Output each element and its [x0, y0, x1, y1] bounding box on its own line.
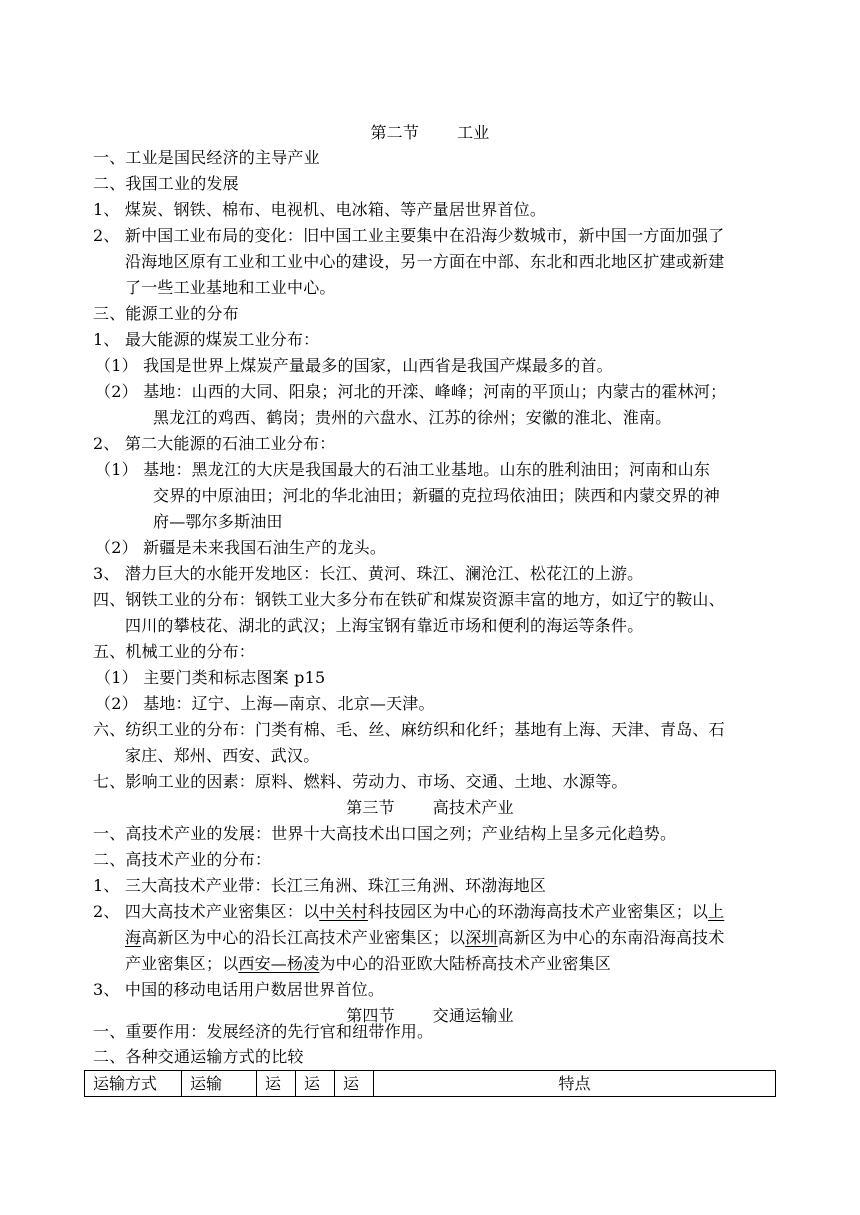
table-header-cell: 运 [257, 1071, 296, 1097]
underlined-place: 西安—杨凌 [238, 954, 320, 973]
text-line: 二、我国工业的发展 [93, 174, 239, 193]
text-line: 四、钢铁工业的分布：钢铁工业大多分布在铁矿和煤炭资源丰富的地方，如辽宁的鞍山、 [93, 590, 725, 609]
section-number: 第二节 [370, 123, 420, 142]
text-run: 高新区为中心的沿长江高技术产业密集区；以 [141, 928, 466, 947]
section-number: 第三节 [346, 798, 395, 817]
text-run: 为中心的沿亚欧大陆桥高技术产业密集区 [319, 954, 612, 973]
section-number: 第四节 [346, 1006, 395, 1025]
text-line: 二、各种交通运输方式的比较 [93, 1047, 304, 1066]
text-line: 3、 潜力巨大的水能开发地区：长江、黄河、珠江、澜沧江、松花江的上游。 [93, 564, 644, 583]
text-line: 府—鄂尔多斯油田 [153, 512, 283, 531]
text-line: 三、能源工业的分布 [93, 304, 239, 323]
text-run: 2、 四大高技术产业密集区：以 [93, 902, 320, 921]
transport-comparison-table [84, 1070, 776, 1097]
underlined-place: 中关村 [319, 902, 368, 921]
text-line: 五、机械工业的分布： [93, 642, 256, 661]
table-header-row [85, 1071, 776, 1097]
text-line: （1） 基地：黑龙江的大庆是我国最大的石油工业基地。山东的胜利油田；河南和山东 [95, 460, 711, 479]
text-line: 一、高技术产业的发展：世界十大高技术出口国之列；产业结构上呈多元化趋势。 [93, 824, 677, 843]
table-header-cell: 运输方式 [85, 1071, 182, 1097]
table-header-cell: 运 [296, 1071, 335, 1097]
text-line: 家庄、郑州、西安、武汉。 [125, 746, 320, 765]
section2-title [0, 123, 860, 143]
text-line [93, 902, 724, 922]
section-name: 工业 [457, 123, 490, 142]
text-line: 二、高技术产业的分布： [93, 850, 272, 869]
text-line: 1、 最大能源的煤炭工业分布： [93, 330, 320, 349]
section3-title [0, 798, 860, 818]
text-line: 一、工业是国民经济的主导产业 [93, 148, 320, 167]
text-line: （2） 基地：山西的大同、阳泉；河北的开滦、峰峰；河南的平顶山；内蒙古的霍林河； [95, 382, 727, 401]
text-run: 高新区为中心的东南沿海高技术 [497, 928, 725, 947]
text-run: 产业密集区；以 [125, 954, 239, 973]
text-line: （1） 主要门类和标志图案 p15 [95, 668, 326, 687]
section-name: 高技术产业 [432, 798, 514, 817]
text-line: 沿海地区原有工业和工业中心的建设，另一方面在中部、东北和西北地区扩建或新建 [125, 252, 725, 271]
underlined-place: 深圳 [465, 928, 498, 947]
text-line [125, 954, 611, 974]
text-line: 了一些工业基地和工业中心。 [125, 278, 336, 297]
text-line: 黑龙江的鸡西、鹤岗；贵州的六盘水、江苏的徐州；安徽的淮北、淮南。 [153, 408, 672, 427]
text-run: 科技园区为中心的环渤海高技术产业密集区；以 [367, 902, 709, 921]
text-line: （1） 我国是世界上煤炭产量最多的国家，山西省是我国产煤最多的首。 [95, 356, 613, 375]
text-line: 七、影响工业的因素：原料、燃料、劳动力、市场、交通、土地、水源等。 [93, 772, 628, 791]
text-line: 1、 煤炭、钢铁、棉布、电视机、电冰箱、等产量居世界首位。 [93, 200, 547, 219]
section-name: 交通运输业 [432, 1006, 514, 1025]
text-line: 交界的中原油田；河北的华北油田；新疆的克拉玛依油田；陕西和内蒙交界的神 [153, 486, 721, 505]
text-line: （2） 基地：辽宁、上海—南京、北京—天津。 [95, 694, 435, 713]
text-line: 2、 第二大能源的石油工业分布： [93, 434, 336, 453]
text-line: 一、重要作用：发展经济的先行官和纽带作用。 [93, 1022, 434, 1041]
table-header-cell: 运 [335, 1071, 374, 1097]
table-header-cell: 运输 [182, 1071, 257, 1097]
text-line: 2、 新中国工业布局的变化：旧中国工业主要集中在沿海少数城市，新中国一方面加强了 [93, 226, 725, 245]
text-line: （2） 新疆是未来我国石油生产的龙头。 [95, 538, 387, 557]
table-header-cell: 特点 [374, 1071, 776, 1097]
text-line [125, 928, 724, 948]
underlined-place: 上 [708, 902, 725, 921]
text-line: 六、纺织工业的分布：门类有棉、毛、丝、麻纺织和化纤；基地有上海、天津、青岛、石 [93, 720, 725, 739]
underlined-place: 海 [125, 928, 142, 947]
text-line: 四川的攀枝花、湖北的武汉；上海宝钢有靠近市场和便利的海运等条件。 [125, 616, 644, 635]
text-line: 3、 中国的移动电话用户数居世界首位。 [93, 980, 385, 999]
text-line: 1、 三大高技术产业带：长江三角洲、珠江三角洲、环渤海地区 [93, 876, 547, 895]
